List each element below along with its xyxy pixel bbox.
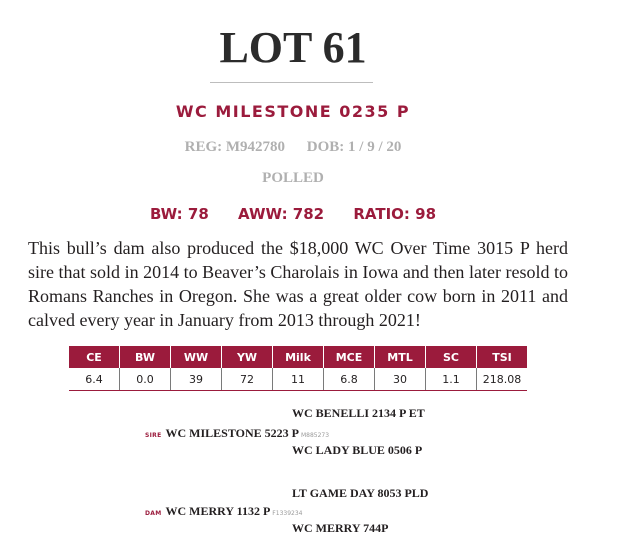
epd-header-ww: WW [171, 346, 222, 368]
registration-number: REG: M942780 [184, 139, 286, 155]
pedigree-sire-dam: WC LADY BLUE 0506 P [292, 443, 423, 457]
epd-value-tsi: 218.08 [477, 368, 528, 391]
lot-description: This bull’s dam also produced the $18,000 WC Over Time 3015 P herd sire that sold in 2014 to Beaver’s Charolais in Iowa and then later resold to Romans Ranches in Oregon. She was a great older cow born in 2011 and calved every year in January from 2013 through 2021! [28, 238, 568, 330]
epd-value-sc: 1.1 [426, 368, 477, 391]
epd-value-row [69, 368, 527, 391]
pedigree-sire-sire: WC BENELLI 2134 P ET [292, 406, 425, 420]
epd-value-ww: 39 [171, 368, 222, 391]
epd-header-sc: SC [426, 346, 477, 368]
dam-name: WC MERRY 1132 P [165, 504, 271, 518]
epd-header-yw: YW [222, 346, 273, 368]
polled-status: POLLED [262, 170, 324, 186]
weights-summary [0, 205, 586, 223]
lot-title: LOT 61 [219, 23, 367, 72]
epd-value-ce: 6.4 [69, 368, 120, 391]
epd-header-milk: Milk [273, 346, 324, 368]
epd-header-row [69, 346, 527, 368]
dam-tag: DAM [145, 510, 162, 517]
title-divider [210, 82, 373, 83]
pedigree-dam-sire: LT GAME DAY 8053 PLD [292, 486, 429, 500]
epd-value-bw: 0.0 [120, 368, 171, 391]
epd-value-milk: 11 [273, 368, 324, 391]
pedigree-dam [145, 504, 302, 519]
dam-registration: F1339234 [272, 510, 303, 517]
epd-header-bw: BW [120, 346, 171, 368]
epd-header-mtl: MTL [375, 346, 426, 368]
birth-weight: BW: 78 [149, 205, 209, 223]
epd-value-yw: 72 [222, 368, 273, 391]
epd-value-mtl: 30 [375, 368, 426, 391]
adjusted-weaning-weight: AWW: 782 [238, 205, 325, 223]
epd-header-tsi: TSI [477, 346, 528, 368]
pedigree-dam-dam: WC MERRY 744P [292, 521, 389, 535]
sire-tag: SIRE [145, 432, 162, 439]
epd-table [69, 346, 527, 391]
weaning-ratio: RATIO: 98 [353, 205, 437, 223]
date-of-birth: DOB: 1 / 9 / 20 [306, 139, 402, 155]
pedigree-sire [145, 426, 329, 441]
registration-line [0, 139, 586, 156]
epd-header-ce: CE [69, 346, 120, 368]
epd-header-mce: MCE [324, 346, 375, 368]
sire-registration: M885273 [300, 432, 330, 439]
animal-name: WC MILESTONE 0235 P [175, 102, 411, 121]
sire-name: WC MILESTONE 5223 P [165, 426, 299, 440]
epd-value-mce: 6.8 [324, 368, 375, 391]
